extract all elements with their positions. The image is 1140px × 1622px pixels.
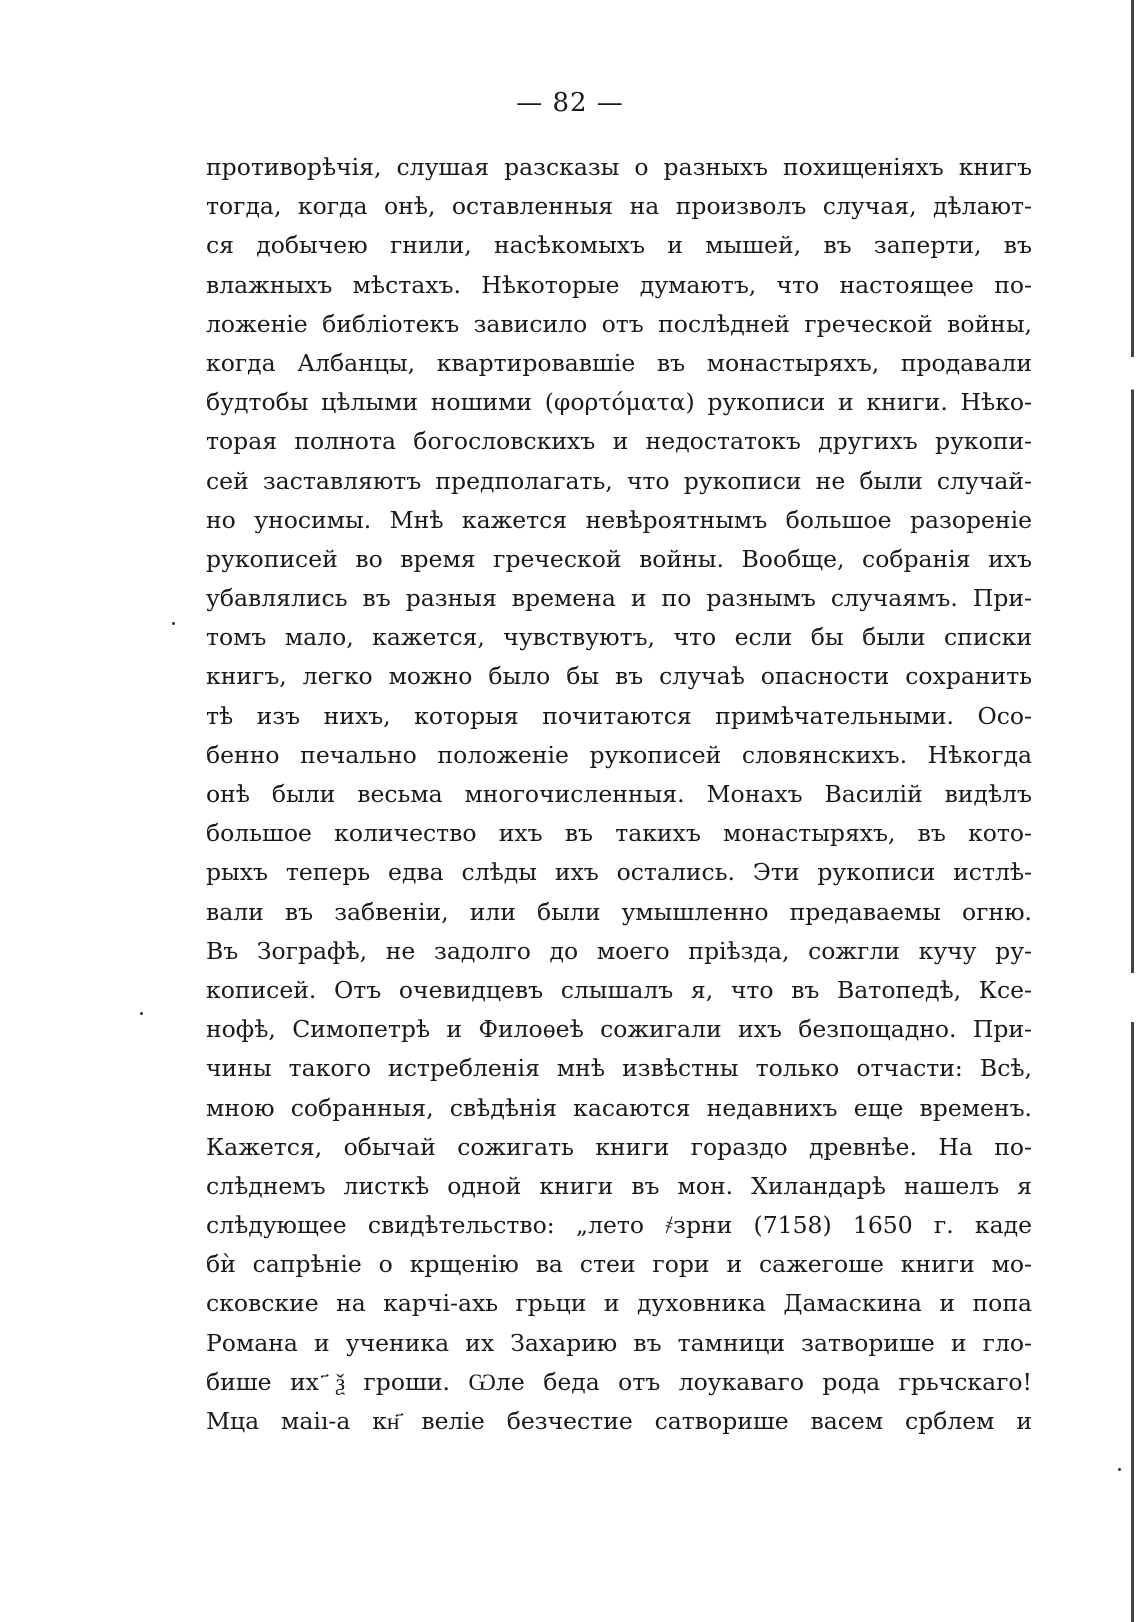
- text-line: нофѣ, Симопетрѣ и Филоѳеѣ сожигали ихъ безпощадно. При-: [206, 1015, 1032, 1044]
- text-line: тѣ изъ нихъ, которыя почитаются примѣчательными. Осо-: [206, 701, 1032, 730]
- text-line: томъ мало, кажется, чувствуютъ, что если бы были списки: [206, 623, 1032, 652]
- text-line: влажныхъ мѣстахъ. Нѣкоторые думаютъ, что настоящее по-: [206, 270, 1032, 299]
- scan-speck: [172, 622, 175, 625]
- text-line: бенно печально положеніе рукописей словянскихъ. Нѣкогда: [206, 740, 1032, 769]
- text-line: будтобы цѣлыми ношими (φορτόματα) рукописи и книги. Нѣко-: [206, 388, 1032, 417]
- text-line: Романа и ученика их Захарию въ тамници затворише и гло-: [206, 1328, 1032, 1357]
- text-line: большое количество ихъ въ такихъ монастыряхъ, въ кото-: [206, 819, 1032, 848]
- text-line: слѣдующее свидѣтельство: „лето ҂зрни (7158) 1650 г. каде: [206, 1211, 1032, 1240]
- text-line: сей заставляютъ предполагать, что рукописи не были случай-: [206, 466, 1032, 495]
- text-line: Въ Зографѣ, не задолго до моего пріѣзда, сожгли кучу ру-: [206, 936, 1032, 965]
- scan-speck: [140, 1012, 143, 1015]
- text-line: противорѣчія, слушая разсказы о разныхъ похищеніяхъ книгъ: [206, 153, 1032, 181]
- scan-speck: [1118, 1468, 1121, 1471]
- text-line: кописей. Отъ очевидцевъ слышалъ я, что въ Ватопедѣ, Ксе-: [206, 975, 1032, 1004]
- text-line: ся добычею гнили, насѣкомыхъ и мышей, въ заперти, въ: [206, 231, 1032, 260]
- text-line: ложеніе библіотекъ зависило отъ послѣдней греческой войны,: [206, 309, 1032, 338]
- text-line: Кажется, обычай сожигать книги гораздо древнѣе. На по-: [206, 1132, 1032, 1161]
- page-number: — 82 —: [516, 88, 624, 118]
- text-line: но уносимы. Мнѣ кажется невѣроятнымъ большое разореніе: [206, 505, 1032, 534]
- text-line: бише их ҃ѯ гроши. Ѡле беда отъ лоукаваго рода грьчскаго!: [206, 1367, 1032, 1396]
- text-line: Мца маіı-а кн҃ веліе безчестие сатворише васем срблем и: [206, 1407, 1032, 1435]
- text-line: рыхъ теперь едва слѣды ихъ остались. Эти рукописи истлѣ-: [206, 858, 1032, 887]
- body-text: [206, 148, 1032, 1441]
- text-line: рукописей во время греческой войны. Вообще, собранія ихъ: [206, 544, 1032, 573]
- text-line: вали въ забвеніи, или были умышленно предаваемы огню.: [206, 897, 1032, 926]
- text-line: сковские на карчі-ахь грьци и духовника Дамаскина и попа: [206, 1289, 1032, 1318]
- text-line: книгъ, легко можно было бы въ случаѣ опасности сохранить: [206, 662, 1032, 691]
- text-line: чины такого истребленія мнѣ извѣстны только отчасти: Всѣ,: [206, 1054, 1032, 1083]
- text-line: когда Албанцы, квартировавшіе въ монастыряхъ, продавали: [206, 348, 1032, 377]
- text-line: слѣднемъ листкѣ одной книги въ мон. Хиландарѣ нашелъ я: [206, 1171, 1032, 1200]
- text-line: мною собранныя, свѣдѣнія касаются недавнихъ еще временъ.: [206, 1093, 1032, 1122]
- text-line: убавлялись въ разныя времена и по разнымъ случаямъ. При-: [206, 584, 1032, 613]
- page-edge-scan-line: [1131, 0, 1134, 1622]
- text-line: бѝ сапрѣніе о крщенію ва стеи гори и сажегоше книги мо-: [206, 1250, 1032, 1279]
- text-line: тогда, когда онѣ, оставленныя на произволъ случая, дѣлают-: [206, 192, 1032, 221]
- text-line: торая полнота богословскихъ и недостатокъ другихъ рукопи-: [206, 427, 1032, 456]
- text-line: онѣ были весьма многочисленныя. Монахъ Василій видѣлъ: [206, 780, 1032, 808]
